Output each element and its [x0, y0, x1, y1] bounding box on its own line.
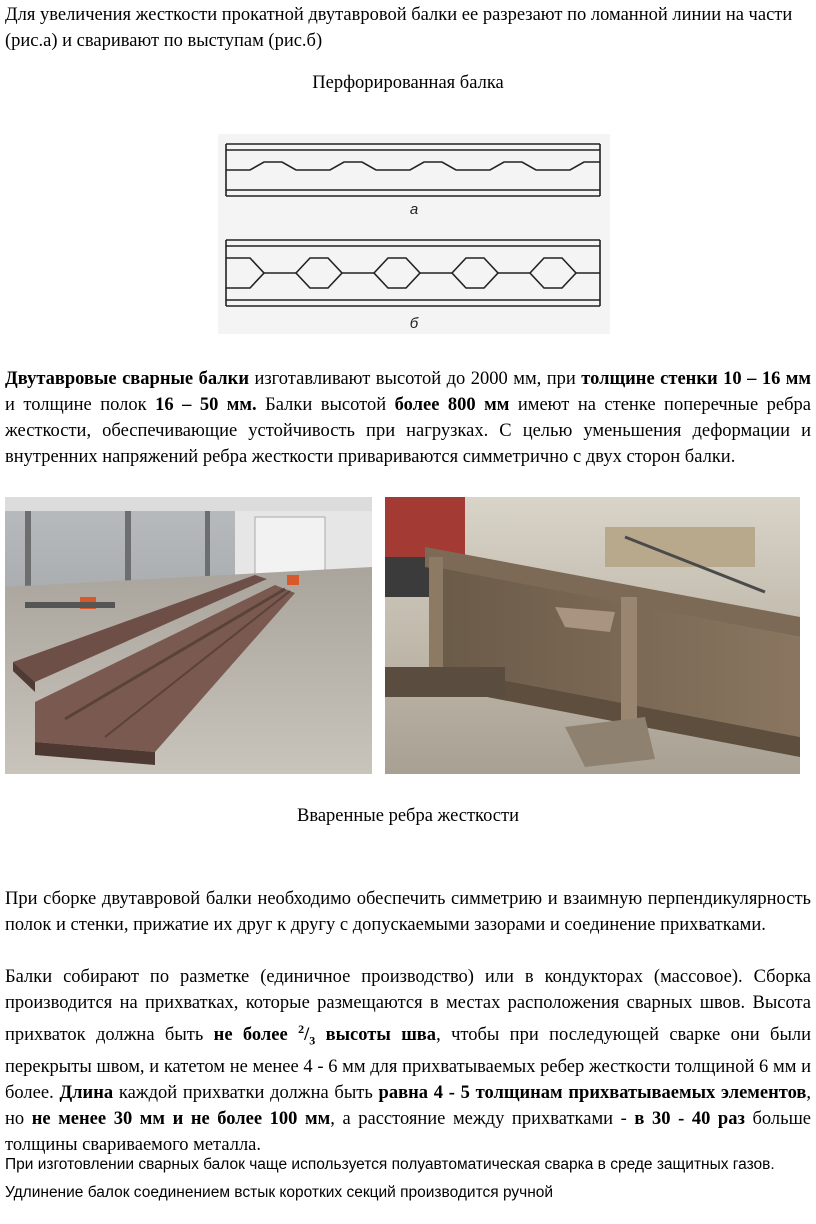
intro-paragraph — [5, 2, 811, 54]
paragraph-welding-method: При изготовлении сварных балок чаще используется полуавтоматическая сварка в среде защитных газов. Удлинение балок соединением встык коротких секций производится ручной — [5, 1156, 775, 1201]
photo-workshop-beams — [5, 497, 372, 774]
paragraph-tacks: Балки собирают по разметке (единичное производство) или в кондукторах (массовое). Сборка производится на прихватках, которые размещаются в местах расположения сварных швов. Высота прихваток должна быть не более $^2/_3$ высоты шва, чтобы при последующей сварке они были перекрыты швом, и катетом не менее 4 - 6 мм для прихватываемых ребер жесткости толщиной 6 мм и более. Длина каждой прихватки должна быть равна 4 - 5 толщинам прихватываемых элементов, но не менее 30 мм и не более 100 мм, а расстояние между прихватками - в 30 - 40 раз больше толщины свариваемого металла. — [5, 967, 812, 1155]
figure2-caption: Вваренные ребра жесткости — [297, 806, 519, 826]
label-b: б — [409, 315, 419, 332]
figure1-title: Перфорированная балка — [312, 73, 504, 93]
paragraph-assembly: При сборке двутавровой балки необходимо обеспечить симметрию и взаимную перпендикулярность полок и стенки, прижатие их друг к другу с допускаемыми зазорами и соединение прихватками. — [5, 889, 811, 935]
intro-text: Для увеличения жесткости прокатной двутавровой балки ее разрезают по ломанной линии на части (рис.а) и сваривают по выступам (рис.б) — [5, 5, 793, 51]
label-a: а — [409, 201, 419, 218]
paragraph-welded-beams: Двутавровые сварные балки изготавливают высотой до 2000 мм, при толщине стенки 10 – 16 мм и толщине полок 16 – 50 мм. Балки высотой более 800 мм имеют на стенке поперечные ребра жесткости, обеспечивающие устойчивость при нагрузках. С целью уменьшения деформации и внутренних напряжений ребра жесткости привариваются симметрично с двух сторон балки. — [5, 369, 811, 467]
photo-beam-stiffeners — [385, 497, 800, 774]
perforated-beam-diagram — [218, 134, 610, 334]
